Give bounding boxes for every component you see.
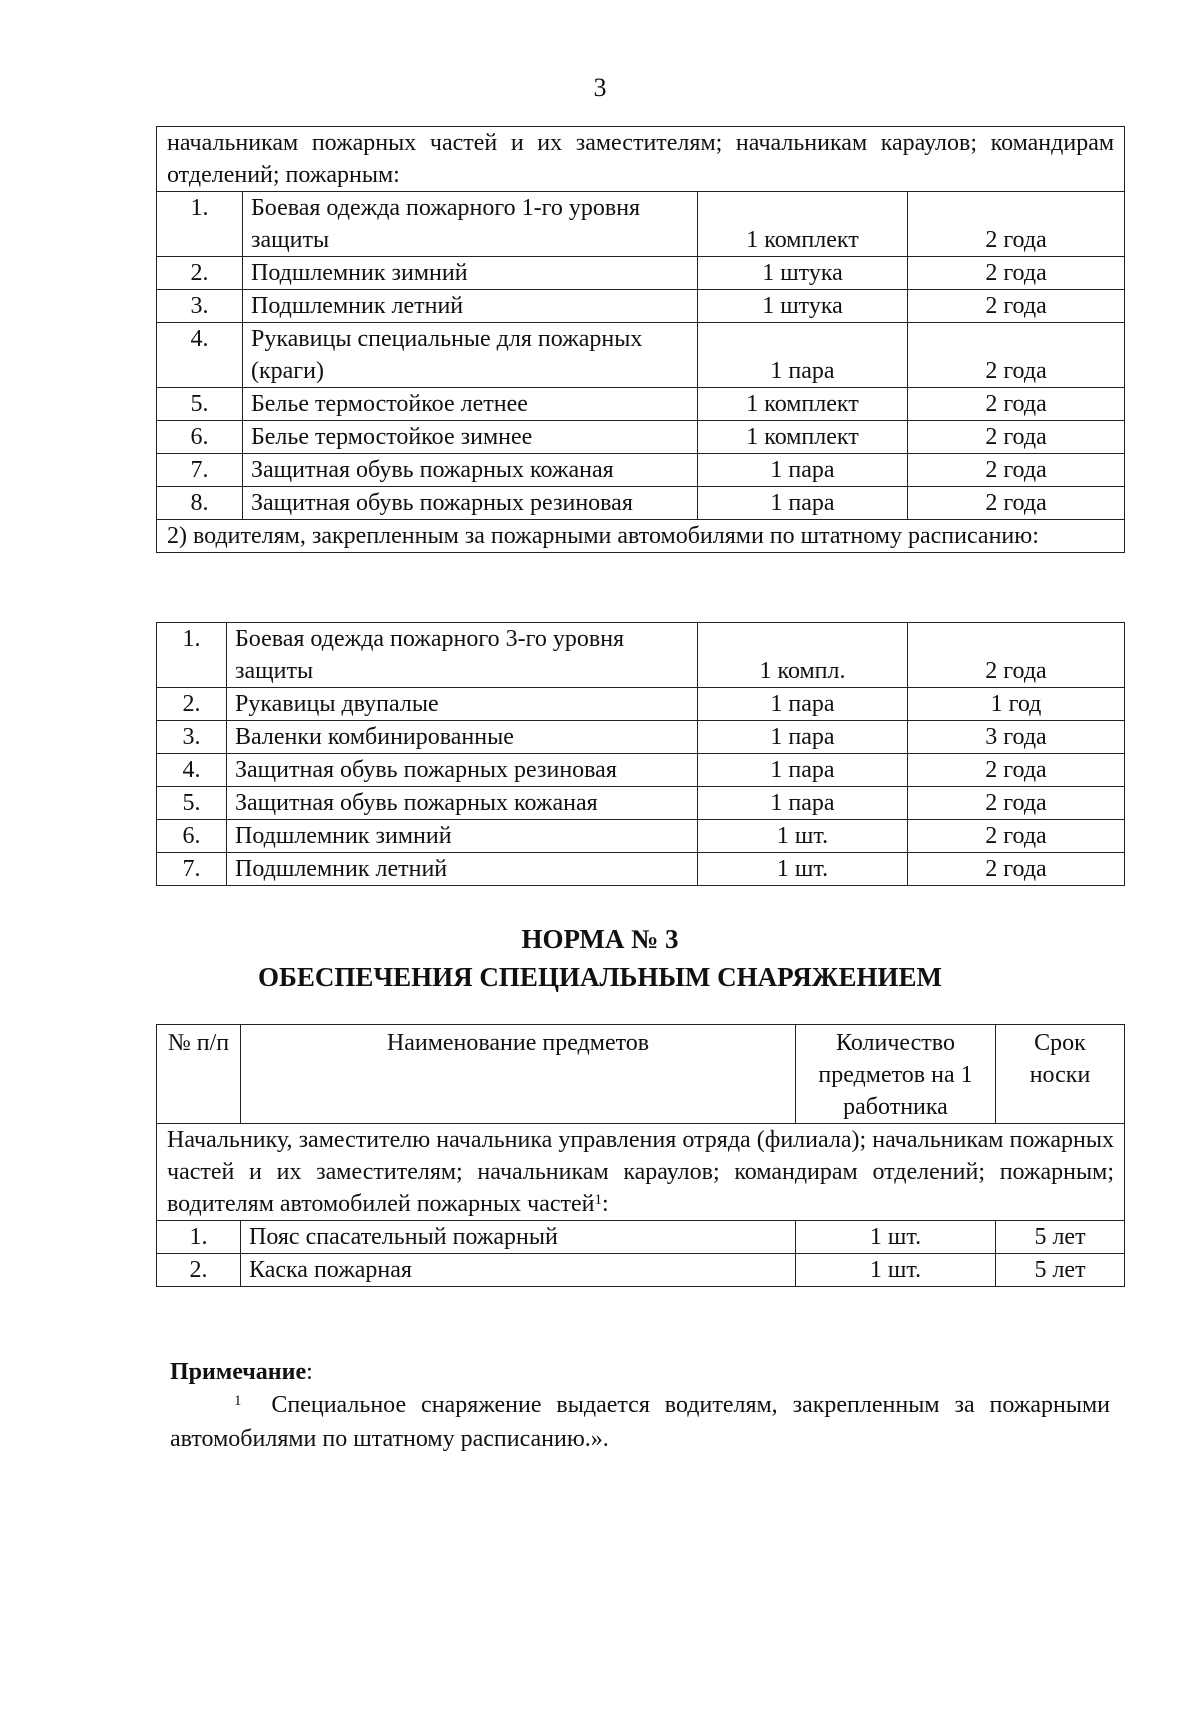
note-text: Специальное снаряжение выдается водителям, закрепленным за пожарными автомобилями по штатному расписанию.».	[170, 1392, 1110, 1452]
table-row	[157, 388, 1125, 421]
item-term: 2 года	[908, 192, 1125, 257]
item-term: 2 года	[908, 820, 1125, 853]
item-term: 2 года	[908, 388, 1125, 421]
item-name: Подшлемник зимний	[243, 257, 698, 290]
item-quantity: 1 пара	[698, 688, 908, 721]
item-name: Рукавицы двупалые	[227, 688, 698, 721]
item-term: 2 года	[908, 421, 1125, 454]
header-term: Срок носки	[996, 1025, 1125, 1124]
table-row	[157, 192, 1125, 257]
item-name: Белье термостойкое летнее	[243, 388, 698, 421]
table-row	[157, 323, 1125, 388]
norm-heading-line2: ОБЕСПЕЧЕНИЯ СПЕЦИАЛЬНЫМ СНАРЯЖЕНИЕМ	[257, 962, 943, 992]
item-term: 2 года	[908, 257, 1125, 290]
row-number: 1.	[157, 1221, 241, 1254]
table-row	[157, 454, 1125, 487]
table-row	[157, 688, 1125, 721]
row-number: 8.	[157, 487, 243, 520]
note-title: Примечание	[170, 1359, 307, 1385]
header-quantity: Количество предметов на 1 работника	[796, 1025, 996, 1124]
row-number: 2.	[157, 257, 243, 290]
page-number: 3	[593, 73, 607, 102]
table-row	[157, 853, 1125, 886]
group-heading-1: начальникам пожарных частей и их заместителям; начальникам караулов; командирам отделений; пожарным:	[157, 127, 1125, 192]
table-row	[157, 257, 1125, 290]
item-term: 5 лет	[996, 1221, 1125, 1254]
note-title-suffix: :	[306, 1359, 313, 1385]
item-name: Валенки комбинированные	[227, 721, 698, 754]
group-row	[157, 127, 1125, 192]
row-number: 1.	[157, 623, 227, 688]
row-number: 7.	[157, 454, 243, 487]
row-number: 3.	[157, 721, 227, 754]
item-quantity: 1 комплект	[698, 192, 908, 257]
note-body	[170, 1388, 1110, 1456]
row-number: 4.	[157, 323, 243, 388]
norm3-table	[156, 1024, 1125, 1287]
row-number: 5.	[157, 388, 243, 421]
item-quantity: 1 пара	[698, 454, 908, 487]
header-name: Наименование предметов	[241, 1025, 796, 1124]
item-name: Защитная обувь пожарных резиновая	[227, 754, 698, 787]
header-number: № п/п	[157, 1025, 241, 1124]
item-quantity: 1 комплект	[698, 388, 908, 421]
group-row	[157, 1124, 1125, 1221]
item-name: Боевая одежда пожарного 1-го уровня защиты	[243, 192, 698, 257]
item-term: 2 года	[908, 853, 1125, 886]
item-quantity: 1 штука	[698, 257, 908, 290]
table-row	[157, 290, 1125, 323]
norm2-table	[156, 126, 1125, 553]
item-quantity: 1 пара	[698, 721, 908, 754]
row-number: 3.	[157, 290, 243, 323]
item-term: 2 года	[908, 787, 1125, 820]
group-heading-2: 2) водителям, закрепленным за пожарными автомобилями по штатному расписанию:	[157, 520, 1125, 553]
group-heading-suffix: :	[602, 1191, 609, 1217]
row-number: 6.	[157, 421, 243, 454]
group-row	[157, 520, 1125, 553]
table-header-row	[157, 1025, 1125, 1124]
row-number: 2.	[157, 1254, 241, 1287]
item-quantity: 1 пара	[698, 787, 908, 820]
table-row	[157, 421, 1125, 454]
row-number: 1.	[157, 192, 243, 257]
item-name: Рукавицы специальные для пожарных (краги)	[243, 323, 698, 388]
row-number: 7.	[157, 853, 227, 886]
group-heading-text: Начальнику, заместителю начальника управления отряда (филиала); начальникам пожарных частей и их заместителям; начальникам караулов; командирам отделений; пожарным; водителям автомобилей пожарных частей	[167, 1127, 1114, 1217]
table-row	[157, 787, 1125, 820]
item-name: Защитная обувь пожарных резиновая	[243, 487, 698, 520]
norm2-drivers-table	[156, 622, 1125, 886]
item-quantity: 1 шт.	[796, 1221, 996, 1254]
item-term: 2 года	[908, 754, 1125, 787]
item-name: Подшлемник летний	[227, 853, 698, 886]
item-name: Защитная обувь пожарных кожаная	[227, 787, 698, 820]
footnote-marker: 1	[594, 1192, 602, 1208]
item-quantity: 1 пара	[698, 487, 908, 520]
item-term: 2 года	[908, 487, 1125, 520]
item-quantity: 1 пара	[698, 754, 908, 787]
row-number: 6.	[157, 820, 227, 853]
item-quantity: 1 комплект	[698, 421, 908, 454]
note-footnote-marker: 1	[234, 1393, 242, 1409]
item-term: 2 года	[908, 323, 1125, 388]
item-term: 5 лет	[996, 1254, 1125, 1287]
table-row	[157, 487, 1125, 520]
row-number: 2.	[157, 688, 227, 721]
item-name: Каска пожарная	[241, 1254, 796, 1287]
item-term: 2 года	[908, 623, 1125, 688]
table-row	[157, 820, 1125, 853]
table-row	[157, 623, 1125, 688]
norm-heading-line1: НОРМА № 3	[521, 924, 679, 954]
item-name: Подшлемник летний	[243, 290, 698, 323]
table-row	[157, 1254, 1125, 1287]
table-row	[157, 754, 1125, 787]
item-term: 3 года	[908, 721, 1125, 754]
note-title-line	[170, 1356, 1110, 1388]
item-term: 2 года	[908, 454, 1125, 487]
item-name: Пояс спасательный пожарный	[241, 1221, 796, 1254]
item-quantity: 1 шт.	[796, 1254, 996, 1287]
row-number: 4.	[157, 754, 227, 787]
item-term: 1 год	[908, 688, 1125, 721]
row-number: 5.	[157, 787, 227, 820]
item-quantity: 1 штука	[698, 290, 908, 323]
item-quantity: 1 шт.	[698, 853, 908, 886]
item-name: Подшлемник зимний	[227, 820, 698, 853]
note	[170, 1356, 1110, 1456]
item-name: Боевая одежда пожарного 3-го уровня защиты	[227, 623, 698, 688]
item-name: Белье термостойкое зимнее	[243, 421, 698, 454]
group-heading	[157, 1124, 1125, 1221]
item-term: 2 года	[908, 290, 1125, 323]
item-name: Защитная обувь пожарных кожаная	[243, 454, 698, 487]
item-quantity: 1 шт.	[698, 820, 908, 853]
table-row	[157, 1221, 1125, 1254]
item-quantity: 1 пара	[698, 323, 908, 388]
item-quantity: 1 компл.	[698, 623, 908, 688]
table-row	[157, 721, 1125, 754]
